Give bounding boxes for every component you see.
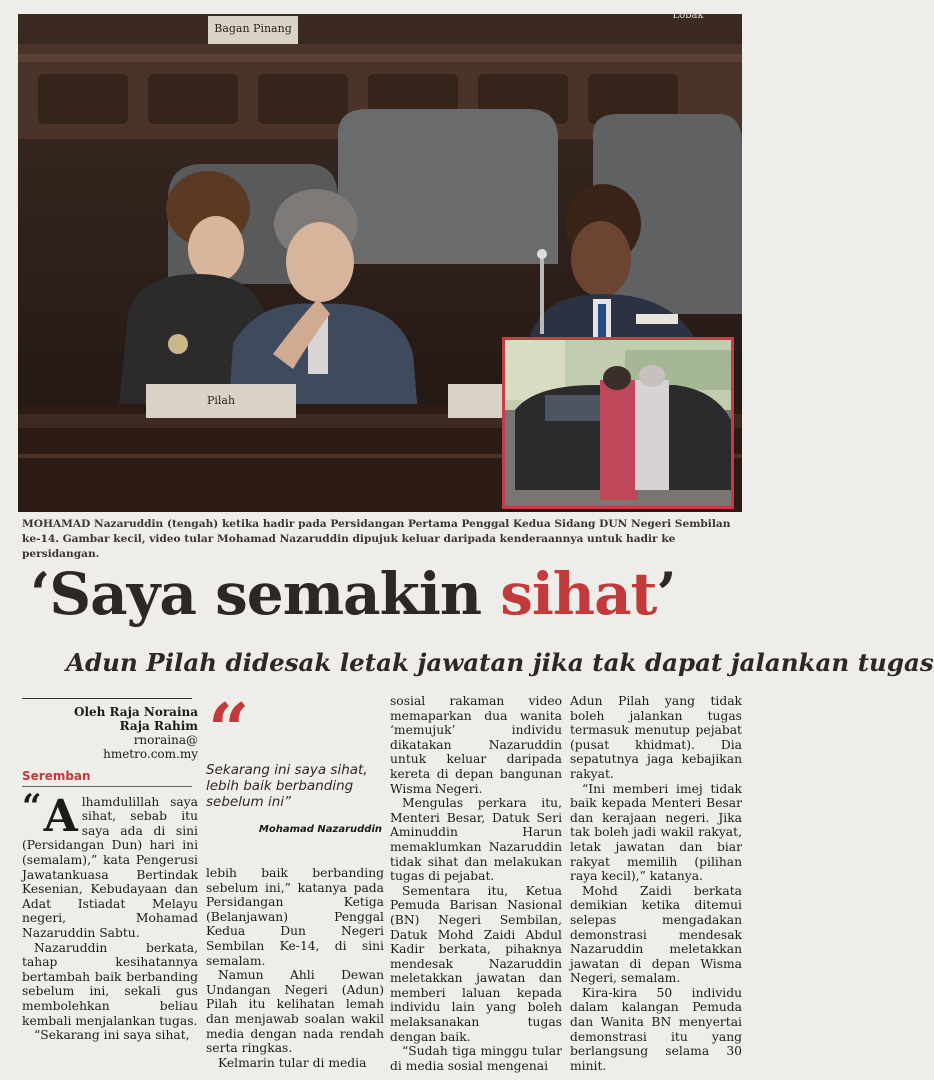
lead-paragraph	[22, 786, 198, 941]
body-col1-p2: Nazaruddin berkata, tahap kesihatannya bertambah baik berbanding sebelum ini, sekali gus membolehkan beliau kembali menjalankan tugas.	[22, 940, 198, 1028]
body-col2-p1: lebih baik berbanding sebelum ini,” katanya pada Persidangan Ketiga (Belanjawan) Penggal Kedua Dun Negeri Sembilan Ke-14, di sini semalam.	[206, 866, 384, 968]
pull-quote	[206, 687, 382, 870]
headline	[30, 560, 730, 628]
pull-quote-mark: “	[208, 687, 250, 772]
nameplate-lobak: Lobak	[672, 10, 704, 21]
headline-highlight: sihat	[500, 560, 657, 628]
drop-quote-mark: “	[22, 786, 42, 827]
photo-caption: MOHAMAD Nazaruddin (tengah) ketika hadir pada Persidangan Pertama Penggal Kedua Sidang DUN Negeri Sembilan ke-14. Gambar kecil, video tular Mohamad Nazaruddin dipujuk keluar daripada kenderaannya untuk hadir ke persidangan.	[22, 518, 731, 560]
article-column-3	[390, 694, 562, 1073]
article-column-2	[206, 866, 384, 1070]
nameplate-bagan-pinang: Bagan Pinang	[208, 22, 298, 35]
body-col2-p2: Namun Ahli Dewan Undangan Negeri (Adun) Pilah itu kelihatan lemah dan menjawab soalan wakil media dengan nada rendah serta ringkas.	[206, 968, 384, 1056]
byline-email-1[interactable]: rnoraina@	[133, 733, 198, 747]
body-col3-p3: Sementara itu, Ketua Pemuda Barisan Nasional (BN) Negeri Sembilan, Datuk Mohd Zaidi Abdul Kadir berkata, pihaknya mendesak Nazaruddin meletakkan jawatan dan memberi laluan kepada individu lain yang boleh melaksanakan tugas dengan baik.	[390, 883, 562, 1044]
article-column-1	[22, 688, 198, 1043]
body-col3-p4: “Sudah tiga minggu tular di media sosial mengenai	[390, 1044, 562, 1073]
body-col4-p3: Mohd Zaidi berkata demikian ketika ditemui selepas mengadakan demonstrasi mendesak Nazaruddin meletakkan jawatan di depan Wisma Negeri, semalam.	[570, 883, 742, 986]
inset-video-still	[502, 337, 734, 509]
body-col1-p1: lhamdulillah saya sihat, sebab itu saya ada di sini (Persidangan Dun) hari ini (semalam),” kata Pengerusi Jawatankuasa Bertindak Kesenian, Kebudayaan dan Adat Istiadat Melayu negeri, Mohamad Nazaruddin Sabtu.	[22, 794, 198, 940]
nameplate-pilah: Pilah	[206, 394, 236, 407]
article-column-4	[570, 694, 742, 1073]
inset-car-scene	[505, 340, 731, 506]
byline-email-2[interactable]: hmetro.com.my	[103, 747, 198, 761]
body-col1-p3: “Sekarang ini saya sihat,	[34, 1028, 190, 1043]
body-col3-p1: sosial rakaman video memaparkan dua wanita ‘memujuk’ individu dikatakan Nazaruddin untuk keluar daripada kereta di depan bangunan Wisma Negeri.	[390, 694, 562, 796]
pull-quote-author: Mohamad Nazaruddin	[258, 824, 382, 835]
byline-rule	[22, 698, 192, 699]
byline-author-1: Oleh Raja Noraina	[74, 705, 198, 719]
news-photo	[18, 10, 742, 512]
headline-part1: ‘Saya semakin	[30, 560, 501, 628]
body-col4-p4: Kira-kira 50 individu dalam kalangan Pemuda dan Wanita BN menyertai demonstrasi itu yang berlangsung selama 30 minit.	[570, 985, 742, 1073]
byline-author-2: Raja Rahim	[119, 719, 198, 733]
subheadline: Adun Pilah didesak letak jawatan jika tak dapat jalankan tugas	[66, 648, 934, 677]
drop-cap: A	[43, 790, 78, 842]
body-col4-p1: Adun Pilah yang tidak boleh jalankan tugas termasuk menutup pejabat (pusat khidmat). Dia sepatutnya jaga kebajikan rakyat.	[570, 694, 742, 781]
body-col2-p3: Kelmarin tular di media	[218, 1055, 367, 1070]
body-col4-p2: “Ini memberi imej tidak baik kepada Menteri Besar dan kerajaan negeri. Jika tak boleh jadi wakil rakyat, letak jawatan dan biar rakyat memilih (pilihan raya kecil),” katanya.	[570, 781, 742, 884]
body-col3-p2: Mengulas perkara itu, Menteri Besar, Datuk Seri Aminuddin Harun memaklumkan Nazaruddin tidak sihat dan melakukan tugas di pejabat.	[390, 796, 562, 884]
dateline: Seremban	[22, 769, 91, 783]
dateline-rule	[22, 786, 192, 787]
pull-quote-text: Sekarang ini saya sihat, lebih baik berbanding sebelum ini”	[206, 762, 368, 810]
headline-part2: ’	[656, 560, 676, 628]
